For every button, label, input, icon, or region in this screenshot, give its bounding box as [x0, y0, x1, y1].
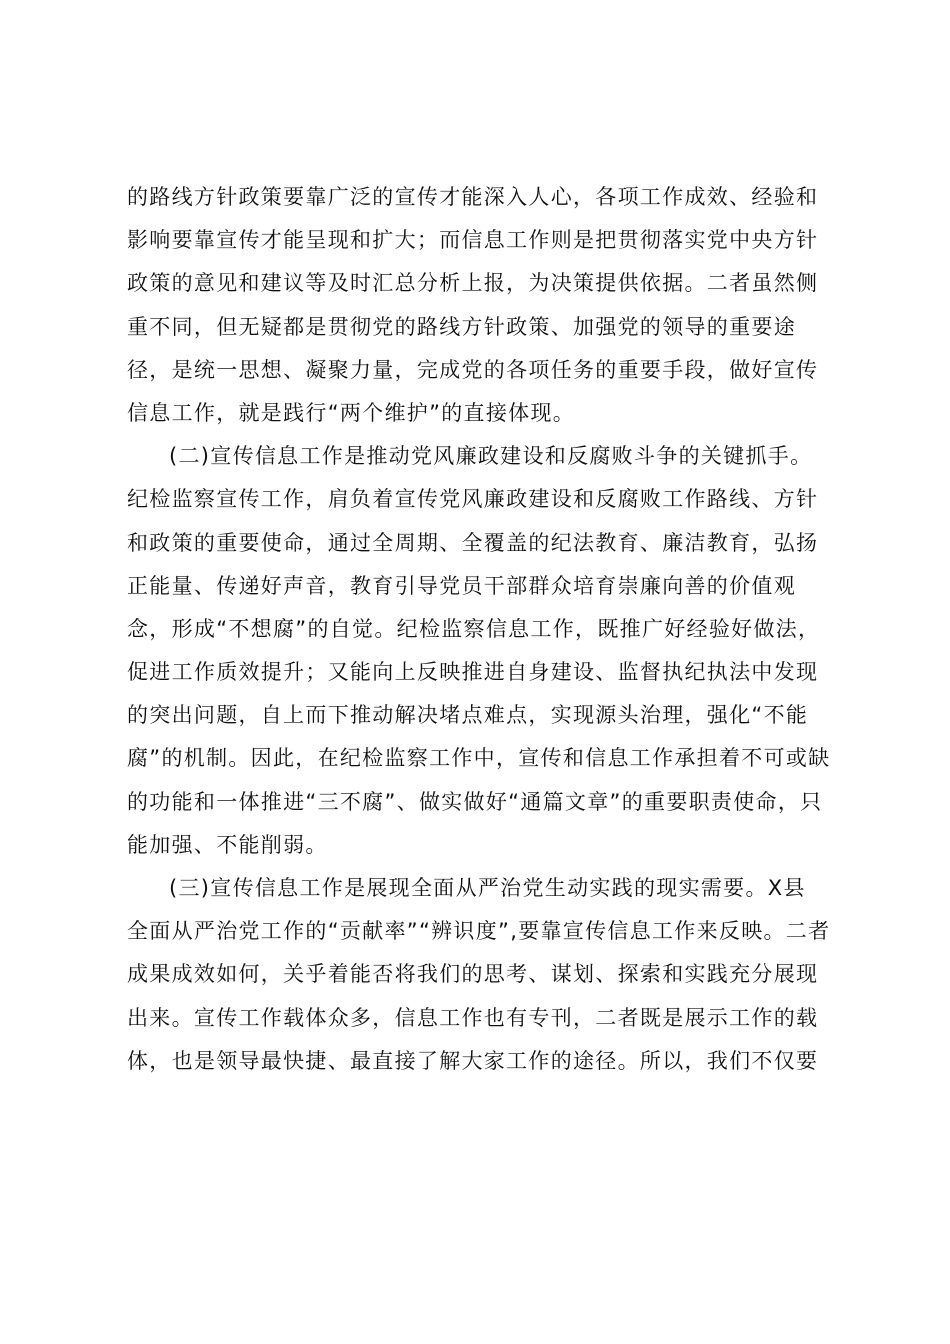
text-line: 的突出问题，自上而下推动解决堵点难点，实现源头治理，强化“不能: [127, 703, 809, 728]
text-line: 的路线方针政策要靠广泛的宣传才能深入人心，各项工作成效、经验和: [127, 185, 819, 209]
text-line: 成果成效如何，关乎着能否将我们的思考、谋划、探索和实践充分展现: [127, 962, 819, 987]
text-line: 念，形成“不想腐”的自觉。纪检监察信息工作，既推广好经验好做法，: [127, 616, 821, 641]
text-line: 体，也是领导最快捷、最直接了解大家工作的途径。所以，我们不仅要: [127, 1048, 819, 1073]
section-heading-3: (三)宣传信息工作是展现全面从严治党生动实践的现实需要。X县: [169, 876, 806, 900]
text-line: 能加强、不能削弱。: [127, 832, 328, 857]
text-line: 出来。宣传工作载体众多，信息工作也有专刊，二者既是展示工作的载: [127, 1005, 819, 1030]
text-line: 正能量、传递好声音，教育引导党员干部群众培育崇廉向善的价值观: [127, 573, 796, 598]
section-heading-2: (二)宣传信息工作是推动党风廉政建设和反腐败斗争的关键抓手。: [169, 444, 813, 469]
body-text: [127, 176, 831, 1083]
text-line: 纪检监察宣传工作，肩负着宣传党风廉政建设和反腐败工作路线、方针: [127, 487, 819, 512]
text-line: 信息工作，就是践行“两个维护”的直接体现。: [127, 400, 576, 425]
text-line: 促进工作质效提升；又能向上反映推进自身建设、监督执纪执法中发现: [127, 660, 819, 685]
text-line: 全面从严治党工作的“贡献率”“辨识度”,要靠宣传信息工作来反映。二者: [127, 919, 831, 944]
text-line: 重不同，但无疑都是贯彻党的路线方针政策、加强党的领导的重要途: [127, 314, 796, 339]
text-line: 政策的意见和建议等及时汇总分析上报，为决策提供依据。二者虽然侧: [127, 271, 819, 296]
text-line: 和政策的重要使命，通过全周期、全覆盖的纪法教育、廉洁教育，弘扬: [127, 530, 819, 555]
text-line: 径，是统一思想、凝聚力量，完成党的各项任务的重要手段，做好宣传: [127, 357, 819, 382]
text-line: 腐”的机制。因此，在纪检监察工作中，宣传和信息工作承担着不可或缺: [127, 746, 831, 771]
text-line: 的功能和一体推进“三不腐”、做实做好“通篇文章”的重要职责使命，只: [127, 789, 823, 814]
text-line: 影响要靠宣传才能呈现和扩大；而信息工作则是把贯彻落实党中央方针: [127, 228, 819, 253]
